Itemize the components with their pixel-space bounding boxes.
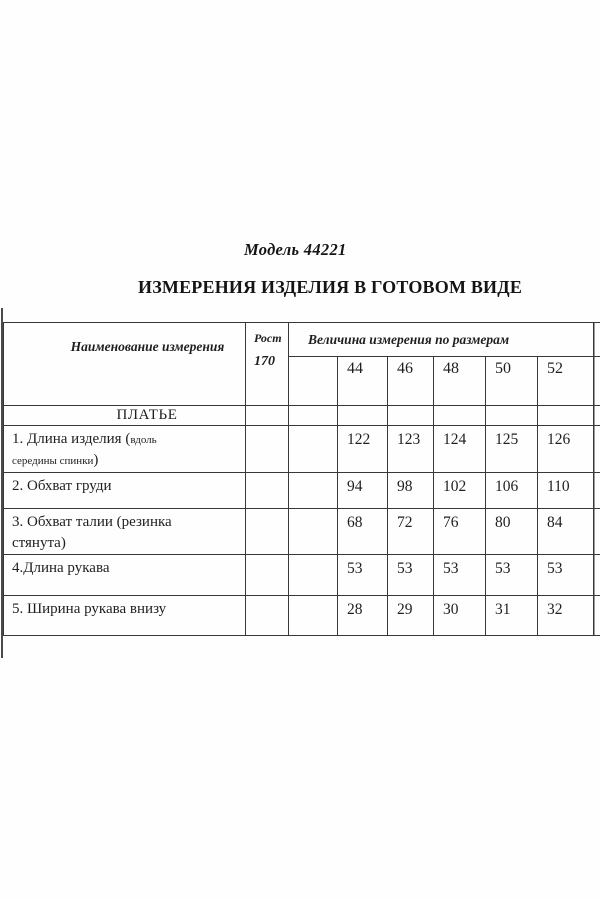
value-cell: 29 (388, 596, 434, 636)
size-46: 46 (388, 357, 434, 406)
header-measurement-name: Наименование измерения (4, 323, 246, 406)
measurement-name-cell (4, 426, 246, 473)
value-cell: 124 (434, 426, 486, 473)
measurement-name-cell: 2. Обхват груди (4, 472, 246, 508)
value-cell: 53 (486, 555, 538, 596)
table-row (4, 472, 600, 508)
empty-cell (246, 555, 289, 596)
value-cell: 106 (486, 472, 538, 508)
empty-cell (246, 596, 289, 636)
value-cell: 122 (338, 426, 388, 473)
value-cell: 68 (338, 508, 388, 555)
value-cell: 84 (538, 508, 600, 555)
table-row (4, 508, 600, 555)
value-cell: 80 (486, 508, 538, 555)
empty-cell (289, 357, 338, 406)
section-row (4, 406, 600, 426)
empty-cell (289, 426, 338, 473)
size-44: 44 (338, 357, 388, 406)
measurement-name: 1. Длина изделия ( (12, 431, 131, 447)
empty-cell (246, 406, 289, 426)
measurement-name-line2: середины спинки) (12, 452, 99, 469)
value-cell: 126 (538, 426, 600, 473)
size-52: 52 (538, 357, 600, 406)
value-cell: 31 (486, 596, 538, 636)
header-row-group (4, 323, 600, 357)
empty-cell (486, 406, 538, 426)
value-cell: 125 (486, 426, 538, 473)
value-cell: 53 (538, 555, 600, 596)
value-cell: 72 (388, 508, 434, 555)
header-sizes-group: Величина измерения по размерам (289, 323, 600, 357)
size-50: 50 (486, 357, 538, 406)
measurement-name-small: вдоль (130, 434, 157, 446)
value-cell: 53 (338, 555, 388, 596)
table-row (4, 596, 600, 636)
measurement-name-cell (4, 508, 246, 555)
value-cell: 94 (338, 472, 388, 508)
value-cell: 123 (388, 426, 434, 473)
empty-cell (246, 472, 289, 508)
measurement-name-line2: стянута) (12, 534, 66, 551)
value-cell: 32 (538, 596, 600, 636)
header-height-cell (246, 323, 289, 406)
empty-cell (289, 555, 338, 596)
measurement-name-cell: 4.Длина рукава (4, 555, 246, 596)
empty-cell (338, 406, 388, 426)
value-cell: 30 (434, 596, 486, 636)
measurements-table (3, 322, 600, 636)
table-row (4, 426, 600, 473)
measurement-name-cell: 5. Ширина рукава внизу (4, 596, 246, 636)
height-label: Рост (254, 331, 282, 345)
model-title: Модель 44221 (244, 240, 347, 259)
measurement-name: 3. Обхват талии (резинка (12, 513, 172, 530)
value-cell: 53 (388, 555, 434, 596)
value-cell: 76 (434, 508, 486, 555)
value-cell: 28 (338, 596, 388, 636)
empty-cell (434, 406, 486, 426)
table-row (4, 555, 600, 596)
value-cell: 98 (388, 472, 434, 508)
empty-cell (388, 406, 434, 426)
size-48: 48 (434, 357, 486, 406)
page-title: ИЗМЕРЕНИЯ ИЗДЕЛИЯ В ГОТОВОМ ВИДЕ (138, 277, 523, 297)
value-cell: 102 (434, 472, 486, 508)
section-label: ПЛАТЬЕ (4, 406, 246, 426)
empty-cell (538, 406, 600, 426)
empty-cell (246, 508, 289, 555)
empty-cell (289, 472, 338, 508)
empty-cell (289, 596, 338, 636)
height-value: 170 (254, 354, 275, 369)
empty-cell (289, 406, 338, 426)
value-cell: 53 (434, 555, 486, 596)
empty-cell (289, 508, 338, 555)
empty-cell (246, 426, 289, 473)
value-cell: 110 (538, 472, 600, 508)
